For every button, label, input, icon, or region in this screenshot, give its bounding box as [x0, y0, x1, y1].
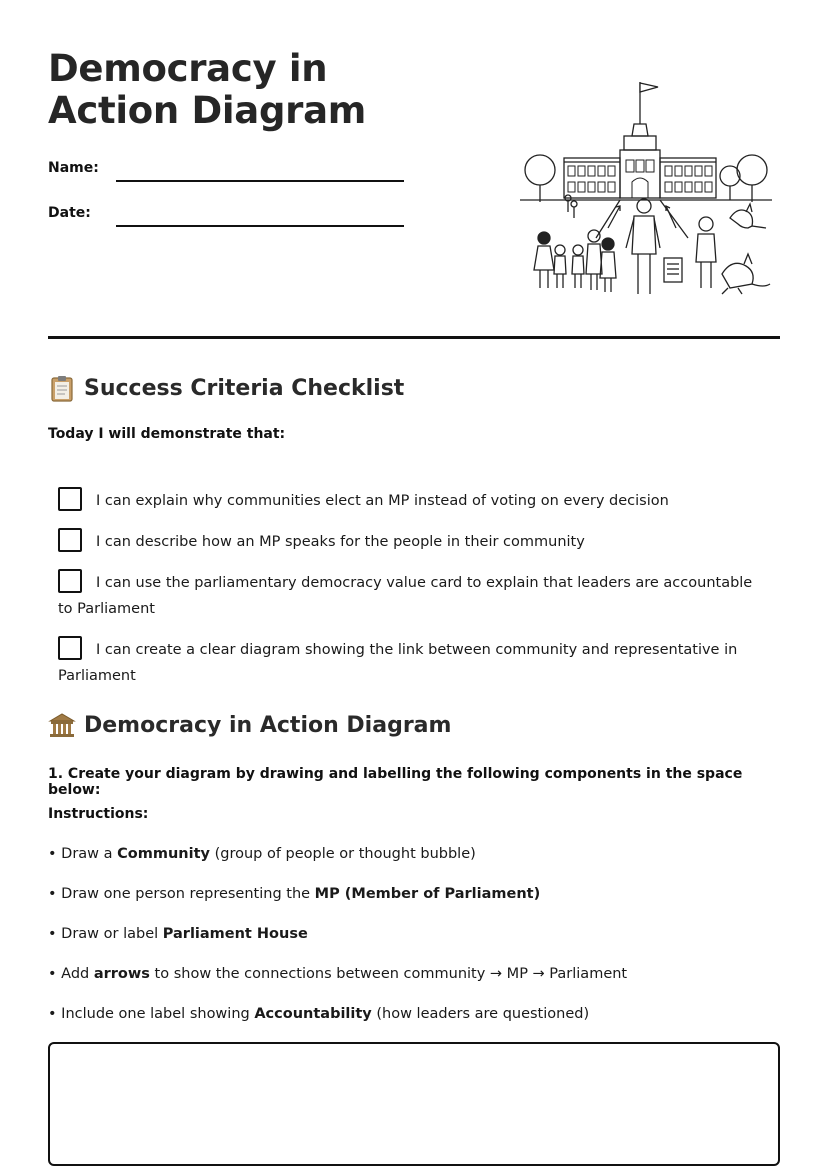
date-label: Date:: [48, 205, 91, 221]
clipboard-icon: [48, 374, 76, 402]
instruction-bullet: • Add arrows to show the connections between community → MP → Parliament: [48, 966, 628, 982]
page-title: Democracy in Action Diagram: [48, 47, 366, 132]
diagram-heading: [48, 711, 451, 739]
checkbox[interactable]: [58, 528, 82, 552]
instruction-bullet: • Include one label showing Accountability (how leaders are questioned): [48, 1006, 590, 1022]
checklist-item-text: I can describe how an MP speaks for the people in their community: [96, 534, 585, 550]
name-label: Name:: [48, 160, 99, 176]
checklist-item-text: I can use the parliamentary democracy value card to explain that leaders are accountable to Parliament: [58, 575, 753, 617]
checkbox[interactable]: [58, 636, 82, 660]
instruction-bullet: • Draw or label Parliament House: [48, 926, 308, 942]
instructions-label: Instructions:: [48, 806, 149, 822]
header-divider: [48, 336, 780, 339]
checklist-item: [58, 528, 770, 555]
name-write-line[interactable]: [116, 180, 404, 182]
diagram-title: Democracy in Action Diagram: [84, 712, 452, 738]
checklist-item: [58, 487, 770, 514]
success-criteria-title: Success Criteria Checklist: [84, 375, 405, 401]
checklist-item: [58, 569, 770, 622]
checkbox[interactable]: [58, 569, 82, 593]
instruction-bullet: • Draw a Community (group of people or thought bubble): [48, 846, 476, 862]
drawing-area[interactable]: [48, 1042, 780, 1166]
success-intro: Today I will demonstrate that:: [48, 426, 286, 442]
checklist-item: [58, 636, 770, 689]
checklist-item-text: I can explain why communities elect an MP instead of voting on every decision: [96, 493, 669, 509]
checkbox[interactable]: [58, 487, 82, 511]
parliament-building-icon: [48, 711, 76, 739]
checklist-item-text: I can create a clear diagram showing the link between community and representative in Parliament: [58, 642, 738, 684]
instruction-bullet: • Draw one person representing the MP (Member of Parliament): [48, 886, 541, 902]
date-write-line[interactable]: [116, 225, 404, 227]
success-criteria-heading: [48, 374, 404, 402]
task-instruction: 1. Create your diagram by drawing and labelling the following components in the space below:: [48, 766, 743, 798]
parliament-illustration: [516, 78, 776, 304]
